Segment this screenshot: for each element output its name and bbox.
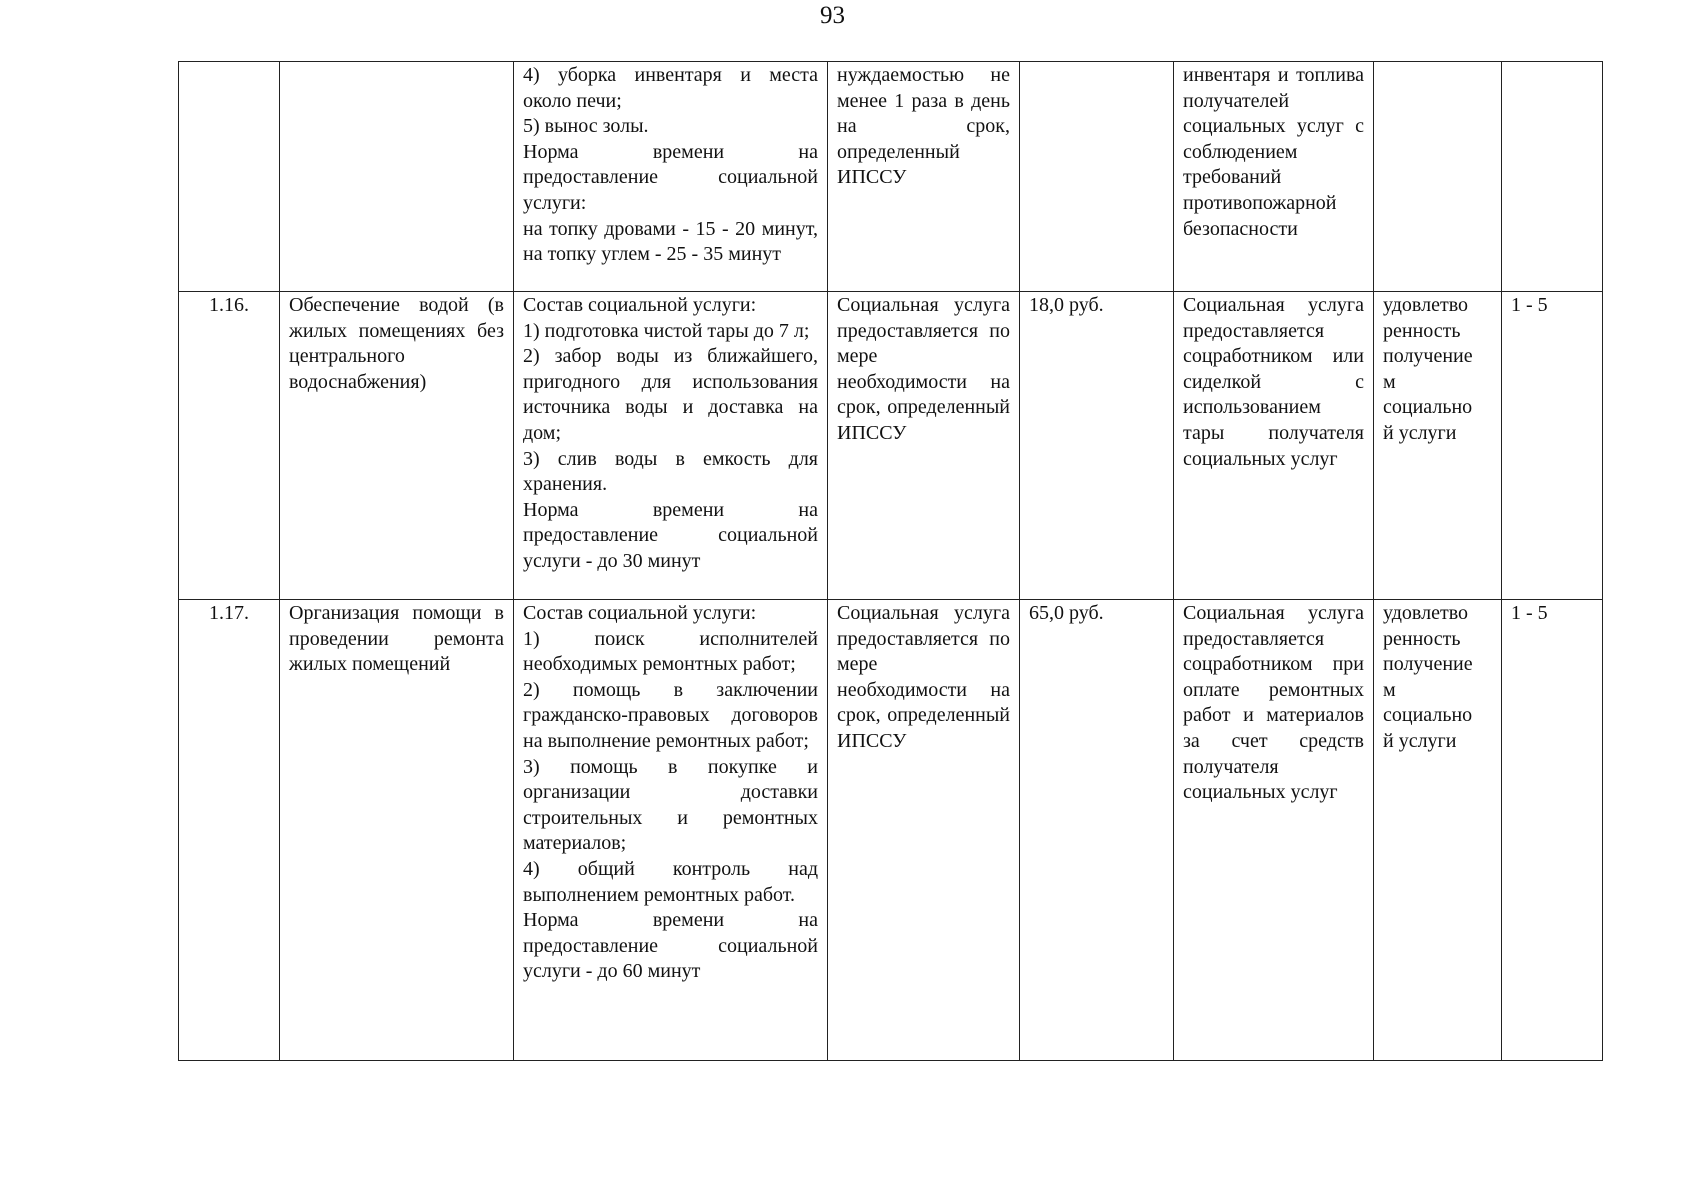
table-row	[179, 600, 1603, 1061]
row-number-cell	[179, 62, 280, 292]
price-cell: 18,0 руб.	[1020, 292, 1174, 600]
frequency-cell: нуждаемостью не менее 1 раза в день на срок, определенный ИПССУ	[828, 62, 1020, 292]
conditions-cell: инвентаря и топлива получателей социальных услуг с соблюдением требований противопожарной безопасности	[1174, 62, 1374, 292]
indicators-cell	[1374, 62, 1502, 292]
evaluation-cell	[1502, 62, 1603, 292]
row-number-cell: 1.17.	[179, 600, 280, 1061]
row-number-cell: 1.16.	[179, 292, 280, 600]
service-content-cell: 4) уборка инвентаря и места около печи; 5) вынос золы. Норма времени на предоставление социальной услуги: на топку дровами - 15 - 20 минут, на топку углем - 25 - 35 минут	[514, 62, 828, 292]
frequency-cell: Социальная услуга предоставляется по мере необходимости на срок, определенный ИПССУ	[828, 600, 1020, 1061]
price-cell: 65,0 руб.	[1020, 600, 1174, 1061]
evaluation-cell: 1 - 5	[1502, 600, 1603, 1061]
table-row	[179, 292, 1603, 600]
service-name-cell: Организация помощи в проведении ремонта жилых помещений	[280, 600, 514, 1061]
evaluation-cell: 1 - 5	[1502, 292, 1603, 600]
indicators-cell: удовлетво ренность получение м социально й услуги	[1374, 292, 1502, 600]
conditions-cell: Социальная услуга предоставляется соцработником при оплате ремонтных работ и материалов за счет средств получателя социальных услуг	[1174, 600, 1374, 1061]
service-name-cell	[280, 62, 514, 292]
price-cell	[1020, 62, 1174, 292]
indicators-cell: удовлетво ренность получение м социально й услуги	[1374, 600, 1502, 1061]
service-content-cell: Состав социальной услуги: 1) подготовка чистой тары до 7 л; 2) забор воды из ближайшего, пригодного для использования источника воды и доставка на дом; 3) слив воды в емкость для хранения. Норма времени на предоставление социальной услуги - до 30 минут	[514, 292, 828, 600]
service-content-cell: Состав социальной услуги: 1) поиск исполнителей необходимых ремонтных работ; 2) помощь в заключении гражданско-правовых договоров на выполнение ремонтных работ; 3) помощь в покупке и организации доставки строительных и ремонтных материалов; 4) общий контроль над выполнением ремонтных работ. Норма времени на предоставление социальной услуги - до 60 минут	[514, 600, 828, 1061]
frequency-cell: Социальная услуга предоставляется по мере необходимости на срок, определенный ИПССУ	[828, 292, 1020, 600]
page-number: 93	[820, 2, 845, 29]
table-row	[179, 62, 1603, 292]
conditions-cell: Социальная услуга предоставляется соцработником или сиделкой с использованием тары получателя социальных услуг	[1174, 292, 1374, 600]
service-name-cell: Обеспечение водой (в жилых помещениях без центрального водоснабжения)	[280, 292, 514, 600]
services-table	[178, 61, 1603, 1061]
